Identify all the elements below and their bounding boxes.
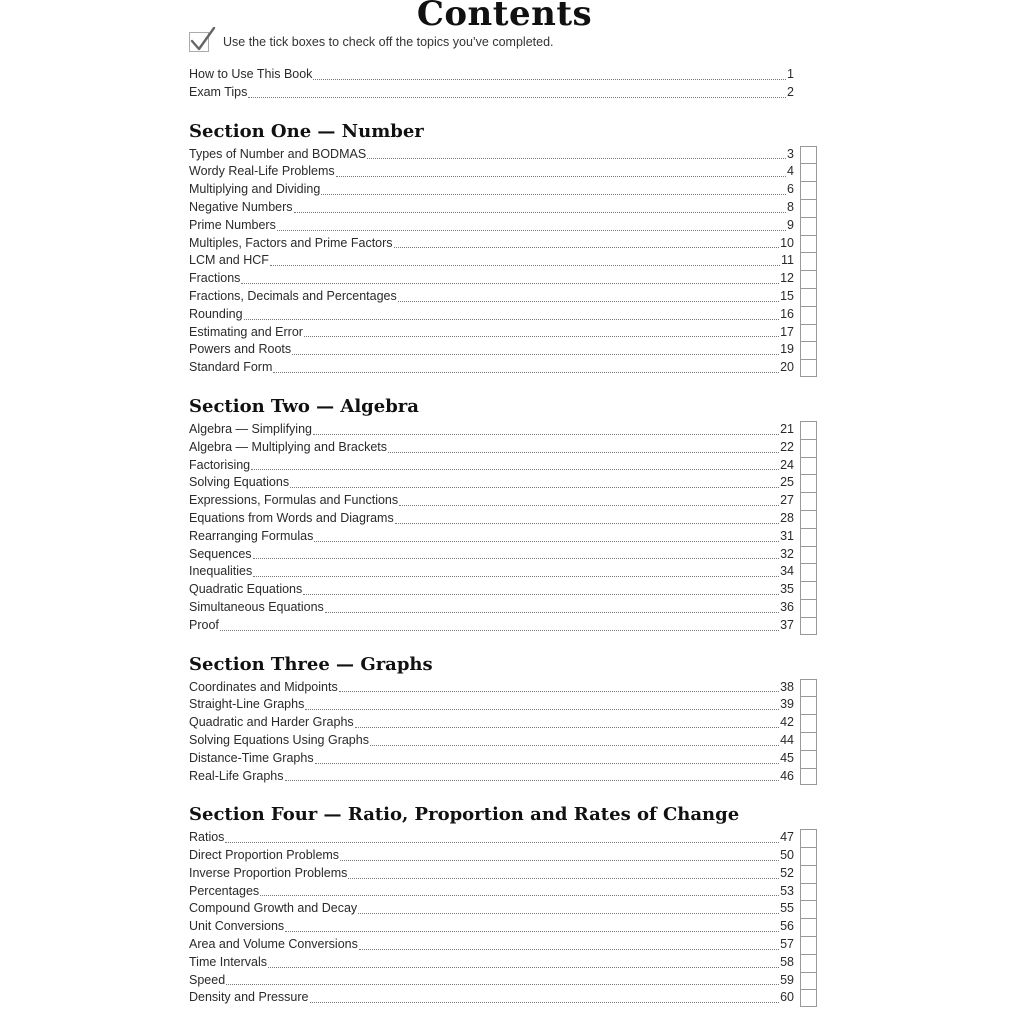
topic-checkbox[interactable] xyxy=(800,306,817,324)
page-title: Contents xyxy=(416,0,593,34)
dot-leader xyxy=(310,1001,780,1003)
topic-checkbox[interactable] xyxy=(800,865,817,883)
toc-entry-label: Unit Conversions xyxy=(189,919,285,934)
toc-entry[interactable] xyxy=(189,528,794,546)
toc-entry[interactable] xyxy=(189,457,794,475)
toc-entry-page: 31 xyxy=(780,528,794,543)
toc-section xyxy=(189,801,829,1007)
toc-entry-label: Expressions, Formulas and Functions xyxy=(189,493,399,508)
toc-entry[interactable] xyxy=(189,492,794,510)
toc-entry-page: 57 xyxy=(780,937,794,952)
toc-entry[interactable] xyxy=(189,270,794,288)
topic-checkbox[interactable] xyxy=(800,900,817,918)
toc-entry-label: Prime Numbers xyxy=(189,217,276,232)
toc-entry-page: 21 xyxy=(780,421,794,436)
toc-entry-page: 28 xyxy=(780,510,794,525)
toc-entry[interactable] xyxy=(189,989,794,1007)
topic-checkbox[interactable] xyxy=(800,324,817,342)
toc-entry-label: Quadratic Equations xyxy=(189,582,303,597)
dot-leader xyxy=(285,930,779,932)
dot-leader xyxy=(313,433,779,435)
toc-entry[interactable] xyxy=(189,163,794,181)
toc-entry-page: 37 xyxy=(780,617,794,632)
dot-leader xyxy=(321,193,786,195)
toc-entry-page: 15 xyxy=(780,288,794,303)
topic-checkbox[interactable] xyxy=(800,288,817,306)
topic-checkbox[interactable] xyxy=(800,510,817,528)
toc-entry-label: Distance-Time Graphs xyxy=(189,750,314,765)
toc-entry-page: 10 xyxy=(780,235,794,250)
toc-entry[interactable] xyxy=(189,768,794,786)
toc-entry-page: 53 xyxy=(780,883,794,898)
toc-entry[interactable] xyxy=(189,883,794,901)
toc-entry-label: Negative Numbers xyxy=(189,199,293,214)
toc-entry-label: Ratios xyxy=(189,830,225,845)
topic-checkbox[interactable] xyxy=(800,768,817,786)
toc-entry-page: 20 xyxy=(780,360,794,375)
toc-entry[interactable] xyxy=(189,918,794,936)
toc-entry-page: 50 xyxy=(780,848,794,863)
toc-entry-page: 42 xyxy=(780,715,794,730)
toc-entry-label: Quadratic and Harder Graphs xyxy=(189,715,354,730)
toc-section xyxy=(189,651,829,786)
toc-entry[interactable] xyxy=(189,306,794,324)
topic-checkbox[interactable] xyxy=(800,829,817,847)
toc-entry-page: 24 xyxy=(780,457,794,472)
dot-leader xyxy=(220,629,779,631)
topic-checkbox[interactable] xyxy=(800,617,817,635)
toc-entry-page: 52 xyxy=(780,865,794,880)
toc-entry[interactable] xyxy=(189,359,794,377)
dot-leader xyxy=(277,229,786,231)
toc-entry[interactable] xyxy=(189,474,794,492)
toc-entry-page: 16 xyxy=(780,306,794,321)
topic-checkbox[interactable] xyxy=(800,528,817,546)
instruction-text: Use the tick boxes to check off the topics you’ve completed. xyxy=(223,35,554,49)
toc-entry-label: Percentages xyxy=(189,883,260,898)
toc-entry-page: 44 xyxy=(780,732,794,747)
dot-leader xyxy=(225,841,779,843)
toc-entry[interactable] xyxy=(189,146,794,164)
toc-entry-page: 9 xyxy=(787,217,794,232)
toc-entry-label: Speed xyxy=(189,972,226,987)
sections-container xyxy=(189,118,829,1008)
dot-leader xyxy=(348,877,779,879)
toc-entry[interactable] xyxy=(189,439,794,457)
topic-checkbox[interactable] xyxy=(800,270,817,288)
toc-entry-label: Coordinates and Midpoints xyxy=(189,679,338,694)
topic-checkbox[interactable] xyxy=(800,457,817,475)
toc-entry-page: 58 xyxy=(780,954,794,969)
toc-entry-label: Exam Tips xyxy=(189,84,248,99)
toc-entry-page: 46 xyxy=(780,768,794,783)
toc-entry[interactable] xyxy=(189,341,794,359)
topic-checkbox[interactable] xyxy=(800,439,817,457)
toc-entry-page: 39 xyxy=(780,697,794,712)
topic-checkbox[interactable] xyxy=(800,235,817,253)
tick-checkbox-icon xyxy=(189,32,209,52)
section-heading: Section Four — Ratio, Proportion and Rates of Change xyxy=(189,804,740,826)
toc-entry-label: Real-Life Graphs xyxy=(189,768,284,783)
topic-checkbox[interactable] xyxy=(800,546,817,564)
toc-entry[interactable] xyxy=(189,865,794,883)
dot-leader xyxy=(248,96,786,98)
topic-checkbox[interactable] xyxy=(800,163,817,181)
toc-entry[interactable] xyxy=(189,217,794,235)
toc-entry[interactable] xyxy=(189,84,794,102)
dot-leader xyxy=(303,593,779,595)
toc-entry-page: 22 xyxy=(780,439,794,454)
toc-entry[interactable] xyxy=(189,181,794,199)
toc-entry-label: Standard Form xyxy=(189,360,273,375)
toc-entry-page: 60 xyxy=(780,990,794,1005)
toc-entry[interactable] xyxy=(189,954,794,972)
dot-leader xyxy=(270,264,780,266)
toc-entry-label: Algebra — Simplifying xyxy=(189,421,312,436)
dot-leader xyxy=(394,246,780,248)
topic-checkbox[interactable] xyxy=(800,954,817,972)
toc-entry-label: Proof xyxy=(189,617,219,632)
toc-entry-label: Wordy Real-Life Problems xyxy=(189,164,335,179)
dot-leader xyxy=(398,300,779,302)
toc-entry-label: Multiplying and Dividing xyxy=(189,182,321,197)
dot-leader xyxy=(253,575,779,577)
topic-checkbox[interactable] xyxy=(800,714,817,732)
toc-entry-label: Fractions, Decimals and Percentages xyxy=(189,288,397,303)
toc-entry-label: Inverse Proportion Problems xyxy=(189,865,348,880)
topic-checkbox[interactable] xyxy=(800,599,817,617)
toc-entry[interactable] xyxy=(189,546,794,564)
toc-entry-label: Time Intervals xyxy=(189,954,268,969)
toc-entry-label: Straight-Line Graphs xyxy=(189,697,305,712)
toc-entry[interactable] xyxy=(189,696,794,714)
toc-entry-page: 11 xyxy=(781,253,794,268)
toc-entry-label: Compound Growth and Decay xyxy=(189,901,358,916)
dot-leader xyxy=(355,726,779,728)
dot-leader xyxy=(314,540,779,542)
toc-entry[interactable] xyxy=(189,563,794,581)
toc-entry-label: Inequalities xyxy=(189,564,253,579)
topic-checkbox[interactable] xyxy=(800,581,817,599)
topic-checkbox[interactable] xyxy=(800,146,817,164)
toc-entry[interactable] xyxy=(189,617,794,635)
toc-entry[interactable] xyxy=(189,714,794,732)
section-heading: Section One — Number xyxy=(189,120,424,142)
topic-checkbox[interactable] xyxy=(800,199,817,217)
topic-checkbox[interactable] xyxy=(800,883,817,901)
toc-entry-page: 59 xyxy=(780,972,794,987)
topic-checkbox[interactable] xyxy=(800,181,817,199)
toc-entry-page: 1 xyxy=(787,67,794,81)
toc-entry-label: Factorising xyxy=(189,457,251,472)
toc-entry-page: 19 xyxy=(780,342,794,357)
front-matter xyxy=(189,66,829,102)
topic-checkbox[interactable] xyxy=(800,492,817,510)
toc-entry-label: Solving Equations xyxy=(189,475,290,490)
toc-entry-label: Density and Pressure xyxy=(189,990,309,1005)
toc-entry-page: 8 xyxy=(787,199,794,214)
toc-entry[interactable] xyxy=(189,972,794,990)
dot-leader xyxy=(358,912,779,914)
dot-leader xyxy=(336,175,786,177)
toc-entry-label: Types of Number and BODMAS xyxy=(189,146,367,161)
dot-leader xyxy=(253,557,780,559)
toc-entry-label: Solving Equations Using Graphs xyxy=(189,732,369,747)
toc-entry[interactable] xyxy=(189,581,794,599)
toc-entry-page: 45 xyxy=(780,750,794,765)
dot-leader xyxy=(244,318,780,320)
topic-checkbox[interactable] xyxy=(800,679,817,697)
toc-entry-label: Equations from Words and Diagrams xyxy=(189,510,394,525)
topic-checkbox[interactable] xyxy=(800,750,817,768)
dot-leader xyxy=(315,762,780,764)
section-heading: Section Three — Graphs xyxy=(189,653,433,675)
toc-entry-page: 34 xyxy=(780,564,794,579)
toc-entry-page: 35 xyxy=(780,582,794,597)
dot-leader xyxy=(285,779,780,781)
dot-leader xyxy=(359,948,779,950)
dot-leader xyxy=(399,504,779,506)
toc-entry[interactable] xyxy=(189,288,794,306)
toc-entry-page: 47 xyxy=(780,830,794,845)
toc-entry-label: Fractions xyxy=(189,271,241,286)
dot-leader xyxy=(339,690,779,692)
topic-checkbox[interactable] xyxy=(800,474,817,492)
toc-entry-label: LCM and HCF xyxy=(189,253,269,268)
topic-checkbox[interactable] xyxy=(800,421,817,439)
toc-entry-page: 27 xyxy=(780,493,794,508)
topic-checkbox[interactable] xyxy=(800,989,817,1007)
toc-entry-label: Powers and Roots xyxy=(189,342,292,357)
toc-entry-page: 4 xyxy=(787,164,794,179)
toc-entry-page: 2 xyxy=(787,84,794,99)
topic-checkbox[interactable] xyxy=(800,217,817,235)
toc-entry[interactable] xyxy=(189,199,794,217)
topic-checkbox[interactable] xyxy=(800,563,817,581)
topic-checkbox[interactable] xyxy=(800,252,817,270)
toc-entry[interactable] xyxy=(189,900,794,918)
toc-entry-page: 32 xyxy=(780,546,794,561)
dot-leader xyxy=(395,522,779,524)
toc-entry-label: Multiples, Factors and Prime Factors xyxy=(189,235,393,250)
dot-leader xyxy=(305,708,779,710)
toc-entry-page: 25 xyxy=(780,475,794,490)
dot-leader xyxy=(313,78,786,80)
topic-checkbox[interactable] xyxy=(800,696,817,714)
toc-section xyxy=(189,118,829,377)
toc-entry-page: 17 xyxy=(780,324,794,339)
dot-leader xyxy=(260,894,779,896)
toc-entry[interactable] xyxy=(189,750,794,768)
dot-leader xyxy=(273,371,779,373)
dot-leader xyxy=(241,282,779,284)
topic-checkbox[interactable] xyxy=(800,341,817,359)
toc-entry-label: Simultaneous Equations xyxy=(189,599,324,614)
toc-entry-label: How to Use This Book xyxy=(189,67,313,81)
toc-entry-page: 6 xyxy=(787,182,794,197)
topic-checkbox[interactable] xyxy=(800,359,817,377)
toc-entry-page: 55 xyxy=(780,901,794,916)
toc-entry-label: Sequences xyxy=(189,546,252,561)
toc-entry-label: Direct Proportion Problems xyxy=(189,848,340,863)
dot-leader xyxy=(325,611,779,613)
toc-entry-label: Rearranging Formulas xyxy=(189,528,314,543)
dot-leader xyxy=(226,983,779,985)
toc-entry-page: 56 xyxy=(780,919,794,934)
toc-entry[interactable] xyxy=(189,421,794,439)
dot-leader xyxy=(370,744,779,746)
toc-entry-page: 12 xyxy=(780,271,794,286)
toc-entry[interactable] xyxy=(189,324,794,342)
dot-leader xyxy=(388,451,779,453)
topic-checkbox[interactable] xyxy=(800,972,817,990)
dot-leader xyxy=(367,157,786,159)
toc-entry-page: 38 xyxy=(780,679,794,694)
dot-leader xyxy=(292,353,779,355)
toc-entry[interactable] xyxy=(189,66,794,84)
dot-leader xyxy=(251,468,779,470)
dot-leader xyxy=(304,335,779,337)
section-heading: Section Two — Algebra xyxy=(189,395,419,417)
toc-entry-label: Estimating and Error xyxy=(189,324,303,339)
toc-entry[interactable] xyxy=(189,599,794,617)
toc-entry-label: Algebra — Multiplying and Brackets xyxy=(189,439,388,454)
toc-entry[interactable] xyxy=(189,235,794,253)
topic-checkbox[interactable] xyxy=(800,732,817,750)
toc-entry[interactable] xyxy=(189,732,794,750)
toc-entry[interactable] xyxy=(189,829,794,847)
topic-checkbox[interactable] xyxy=(800,936,817,954)
dot-leader xyxy=(290,486,779,488)
instruction-line xyxy=(189,30,554,54)
toc-entry[interactable] xyxy=(189,252,794,270)
toc-entry[interactable] xyxy=(189,936,794,954)
toc-entry-page: 3 xyxy=(787,146,794,161)
dot-leader xyxy=(340,859,779,861)
toc-entry[interactable] xyxy=(189,679,794,697)
table-of-contents xyxy=(189,66,829,1007)
toc-entry-label: Area and Volume Conversions xyxy=(189,937,358,952)
toc-entry[interactable] xyxy=(189,847,794,865)
toc-entry-page: 36 xyxy=(780,599,794,614)
topic-checkbox[interactable] xyxy=(800,847,817,865)
toc-entry-label: Rounding xyxy=(189,306,243,321)
dot-leader xyxy=(294,211,787,213)
topic-checkbox[interactable] xyxy=(800,918,817,936)
toc-section xyxy=(189,393,829,635)
toc-entry[interactable] xyxy=(189,510,794,528)
dot-leader xyxy=(268,966,779,968)
